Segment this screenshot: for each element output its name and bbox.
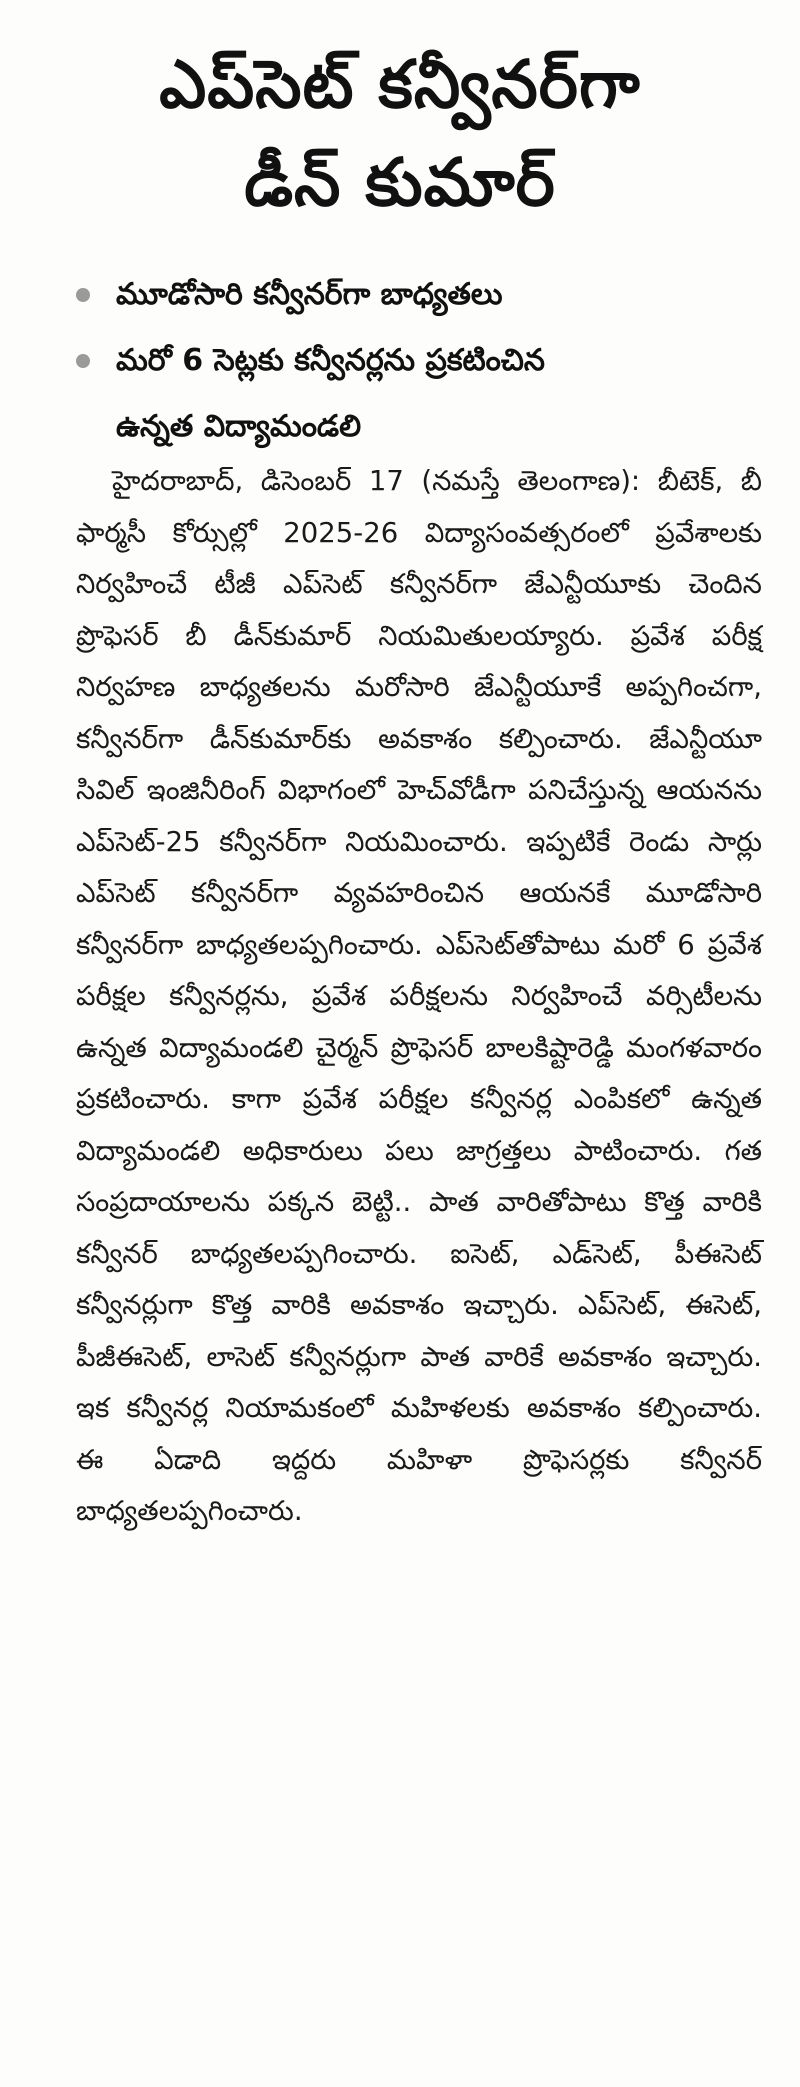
highlight-item	[72, 328, 762, 460]
highlight-item	[72, 262, 762, 328]
highlight-text: మూడోసారి కన్వీనర్‌గా బాధ్యతలు	[116, 277, 503, 312]
highlights-list	[72, 262, 762, 460]
headline-line-2: డీన్ కుమార్	[244, 144, 556, 221]
highlight-text: మరో 6 సెట్లకు కన్వీనర్లను ప్రకటించిన	[116, 343, 545, 378]
headline-line-1: ఎప్‌సెట్ కన్వీనర్‌గా	[159, 46, 641, 123]
bullet-dot-icon	[76, 288, 90, 302]
bullet-dot-icon	[76, 354, 90, 368]
article-body: హైదరాబాద్, డిసెంబర్ 17 (నమస్తే తెలంగాణ): బీటెక్, బీ ఫార్మసీ కోర్సుల్లో 2025-26 విద్యాసంవత్సరంలో ప్రవేశాలకు నిర్వహించే టీజీ ఎప్‌సెట్ కన్వీనర్‌గా జేఎన్టీయూకు చెందిన ప్రొఫెసర్ బీ డీన్‌కుమార్ నియమితులయ్యారు. ప్రవేశ పరీక్ష నిర్వహణ బాధ్యతలను మరోసారి జేఎన్టీయూకే అప్పగించగా, కన్వీనర్‌గా డీన్‌కుమార్‌కు అవకాశం కల్పించారు. జేఎన్టీయూ సివిల్ ఇంజినీరింగ్ విభాగంలో హెచ్‌వోడీగా పనిచేస్తున్న ఆయనను ఎప్‌సెట్-25 కన్వీనర్‌గా నియమించారు. ఇప్పటికే రెండు సార్లు ఎప్‌సెట్ కన్వీనర్‌గా వ్యవహరించిన ఆయనకే మూడోసారి కన్వీనర్‌గా బాధ్యతలప్పగించారు. ఎప్‌సెట్‌తోపాటు మరో 6 ప్రవేశ పరీక్షల కన్వీనర్లను, ప్రవేశ పరీక్షలను నిర్వహించే వర్సిటీలను ఉన్నత విద్యామండలి చైర్మన్ ప్రొఫెసర్ బాలకిష్టారెడ్డి మంగళవారం ప్రకటించారు. కాగా ప్రవేశ పరీక్షల కన్వీనర్ల ఎంపికలో ఉన్నత విద్యామండలి అధికారులు పలు జాగ్రత్తలు పాటించారు. గత సంప్రదాయాలను పక్కన బెట్టి.. పాత వారితోపాటు కొత్త వారికి కన్వీనర్ బాధ్యతలప్పగించారు. ఐసెట్, ఎడ్‌సెట్, పీఈసెట్ కన్వీనర్లుగా కొత్త వారికి అవకాశం ఇచ్చారు. ఎప్‌సెట్, ఈసెట్, పీజీఈసెట్, లాసెట్ కన్వీనర్లుగా పాత వారికే అవకాశం ఇచ్చారు. ఇక కన్వీనర్ల నియామకంలో మహిళలకు అవకాశం కల్పించారు. ఈ ఏడాది ఇద్దరు మహిళా ప్రొఫెసర్లకు కన్వీనర్ బాధ్యతలప్పగించారు.	[76, 465, 762, 1527]
highlight-text-continuation: ఉన్నత విద్యామండలి	[116, 409, 362, 444]
